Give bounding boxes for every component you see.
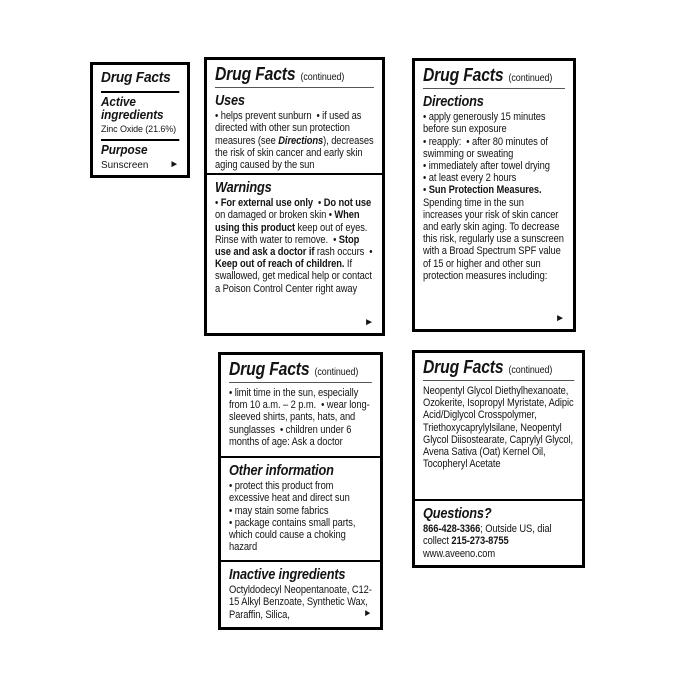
panel-inactive-questions [412,350,585,568]
questions-website: www.aveeno.com [423,547,496,560]
active-ingredients-section [93,65,187,175]
purpose-heading: Purpose [101,142,148,157]
title-rule [229,382,372,383]
drug-facts-title: Drug Facts [229,358,310,379]
uses-body: • helps prevent sunburn • if used as directed with other sun protection measures (see Directions), decreases the risk of skin cancer and early skin aging caused by the sun [215,110,374,172]
drug-facts-title-row [215,64,374,84]
warnings-heading: Warnings [215,179,272,196]
drug-facts-title: Drug Facts [423,64,504,85]
continue-arrow-icon: ► [363,607,372,619]
directions-section [415,61,573,329]
ingredients-continued-body: Neopentyl Glycol Diethylhexanoate, Ozokerite, Isopropyl Myristate, Adipic Acid/Diglycol Crosspolymer, Triethoxycaprylylsilane, Neopentyl Glycol Diisostearate, Caprylyl Glycol, Avena Sativa (Oat) Kernel Oil, Tocopheryl Acetate [423,384,574,471]
panel-directions [412,58,576,332]
divider [101,91,179,93]
title-rule [215,87,374,88]
warnings-body: • For external use only • Do not use on damaged or broken skin • When using this product keep out of eyes. Rinse with water to remove. • Stop use and ask a doctor if rash occurs • Keep out of reach of children. If swallowed, get medical help or contact a Poison Control Center right away [215,197,373,295]
questions-heading: Questions? [423,505,492,522]
drug-facts-title-row [423,65,565,85]
continue-arrow-icon: ► [364,317,374,328]
directions-heading: Directions [423,92,484,110]
active-ingredients-heading: Active ingredients [101,94,164,122]
questions-phones: 866-428-3366; Outside US, dial collect 215-273-8755 [423,523,552,548]
uses-section [207,60,382,173]
sun-measures-body: • limit time in the sun, especially from 10 a.m. – 2 p.m. • wear long-sleeved shirts, pants, hats, and sunglasses • children under 6 months of age: Ask a doctor [229,386,370,448]
directions-body: • apply generously 15 minutes before sun exposure • reapply: • after 80 minutes of swimming or sweating • immediately after towel drying • at least every 2 hours • Sun Protection Measures. Spending time in the sun increases your risk of skin cancer and early skin aging. To decrease this risk, regularly use a sunscreen with a Broad Spectrum SPF value of 15 or higher and other sun protection measures including: [423,111,564,282]
title-rule [423,380,574,381]
drug-facts-title: Drug Facts [101,70,171,86]
purpose-value: Sunscreen [101,158,149,171]
active-ingredient-value: Zinc Oxide (21.6%) [101,123,177,135]
continue-arrow-icon: ► [555,313,565,324]
questions-section [415,499,582,565]
other-information-section [221,456,380,560]
drug-facts-title: Drug Facts [423,356,504,377]
sun-measures-section [221,355,380,456]
inactive-ingredients-body: Octyldodecyl Neopentanoate, C12-15 Alkyl Benzoate, Synthetic Wax, Paraffin, Silica, [229,584,372,621]
divider [101,139,179,141]
panel-active-ingredients [90,62,190,178]
other-information-heading: Other information [229,462,334,479]
title-rule [423,88,565,89]
panel-sun-other-inactive [218,352,383,630]
continued-label: (continued) [508,72,553,84]
uses-heading: Uses [215,91,245,109]
warnings-section [207,173,382,333]
purpose-row [101,159,179,171]
continued-label: (continued) [300,71,345,83]
ingredients-continued-section [415,353,582,499]
panel-uses-warnings [204,57,385,336]
continued-label: (continued) [314,366,359,378]
drug-facts-title: Drug Facts [215,63,296,84]
continued-label: (continued) [508,364,553,376]
drug-facts-title-row [229,359,372,379]
inactive-ingredients-heading: Inactive ingredients [229,566,346,583]
drug-facts-title-row [423,357,574,377]
inactive-ingredients-section [221,560,380,627]
continue-arrow-icon: ► [169,159,179,171]
other-information-body: • protect this product from excessive heat and direct sun • may stain some fabrics • package contains small parts, which could cause a choking hazard [229,480,356,554]
